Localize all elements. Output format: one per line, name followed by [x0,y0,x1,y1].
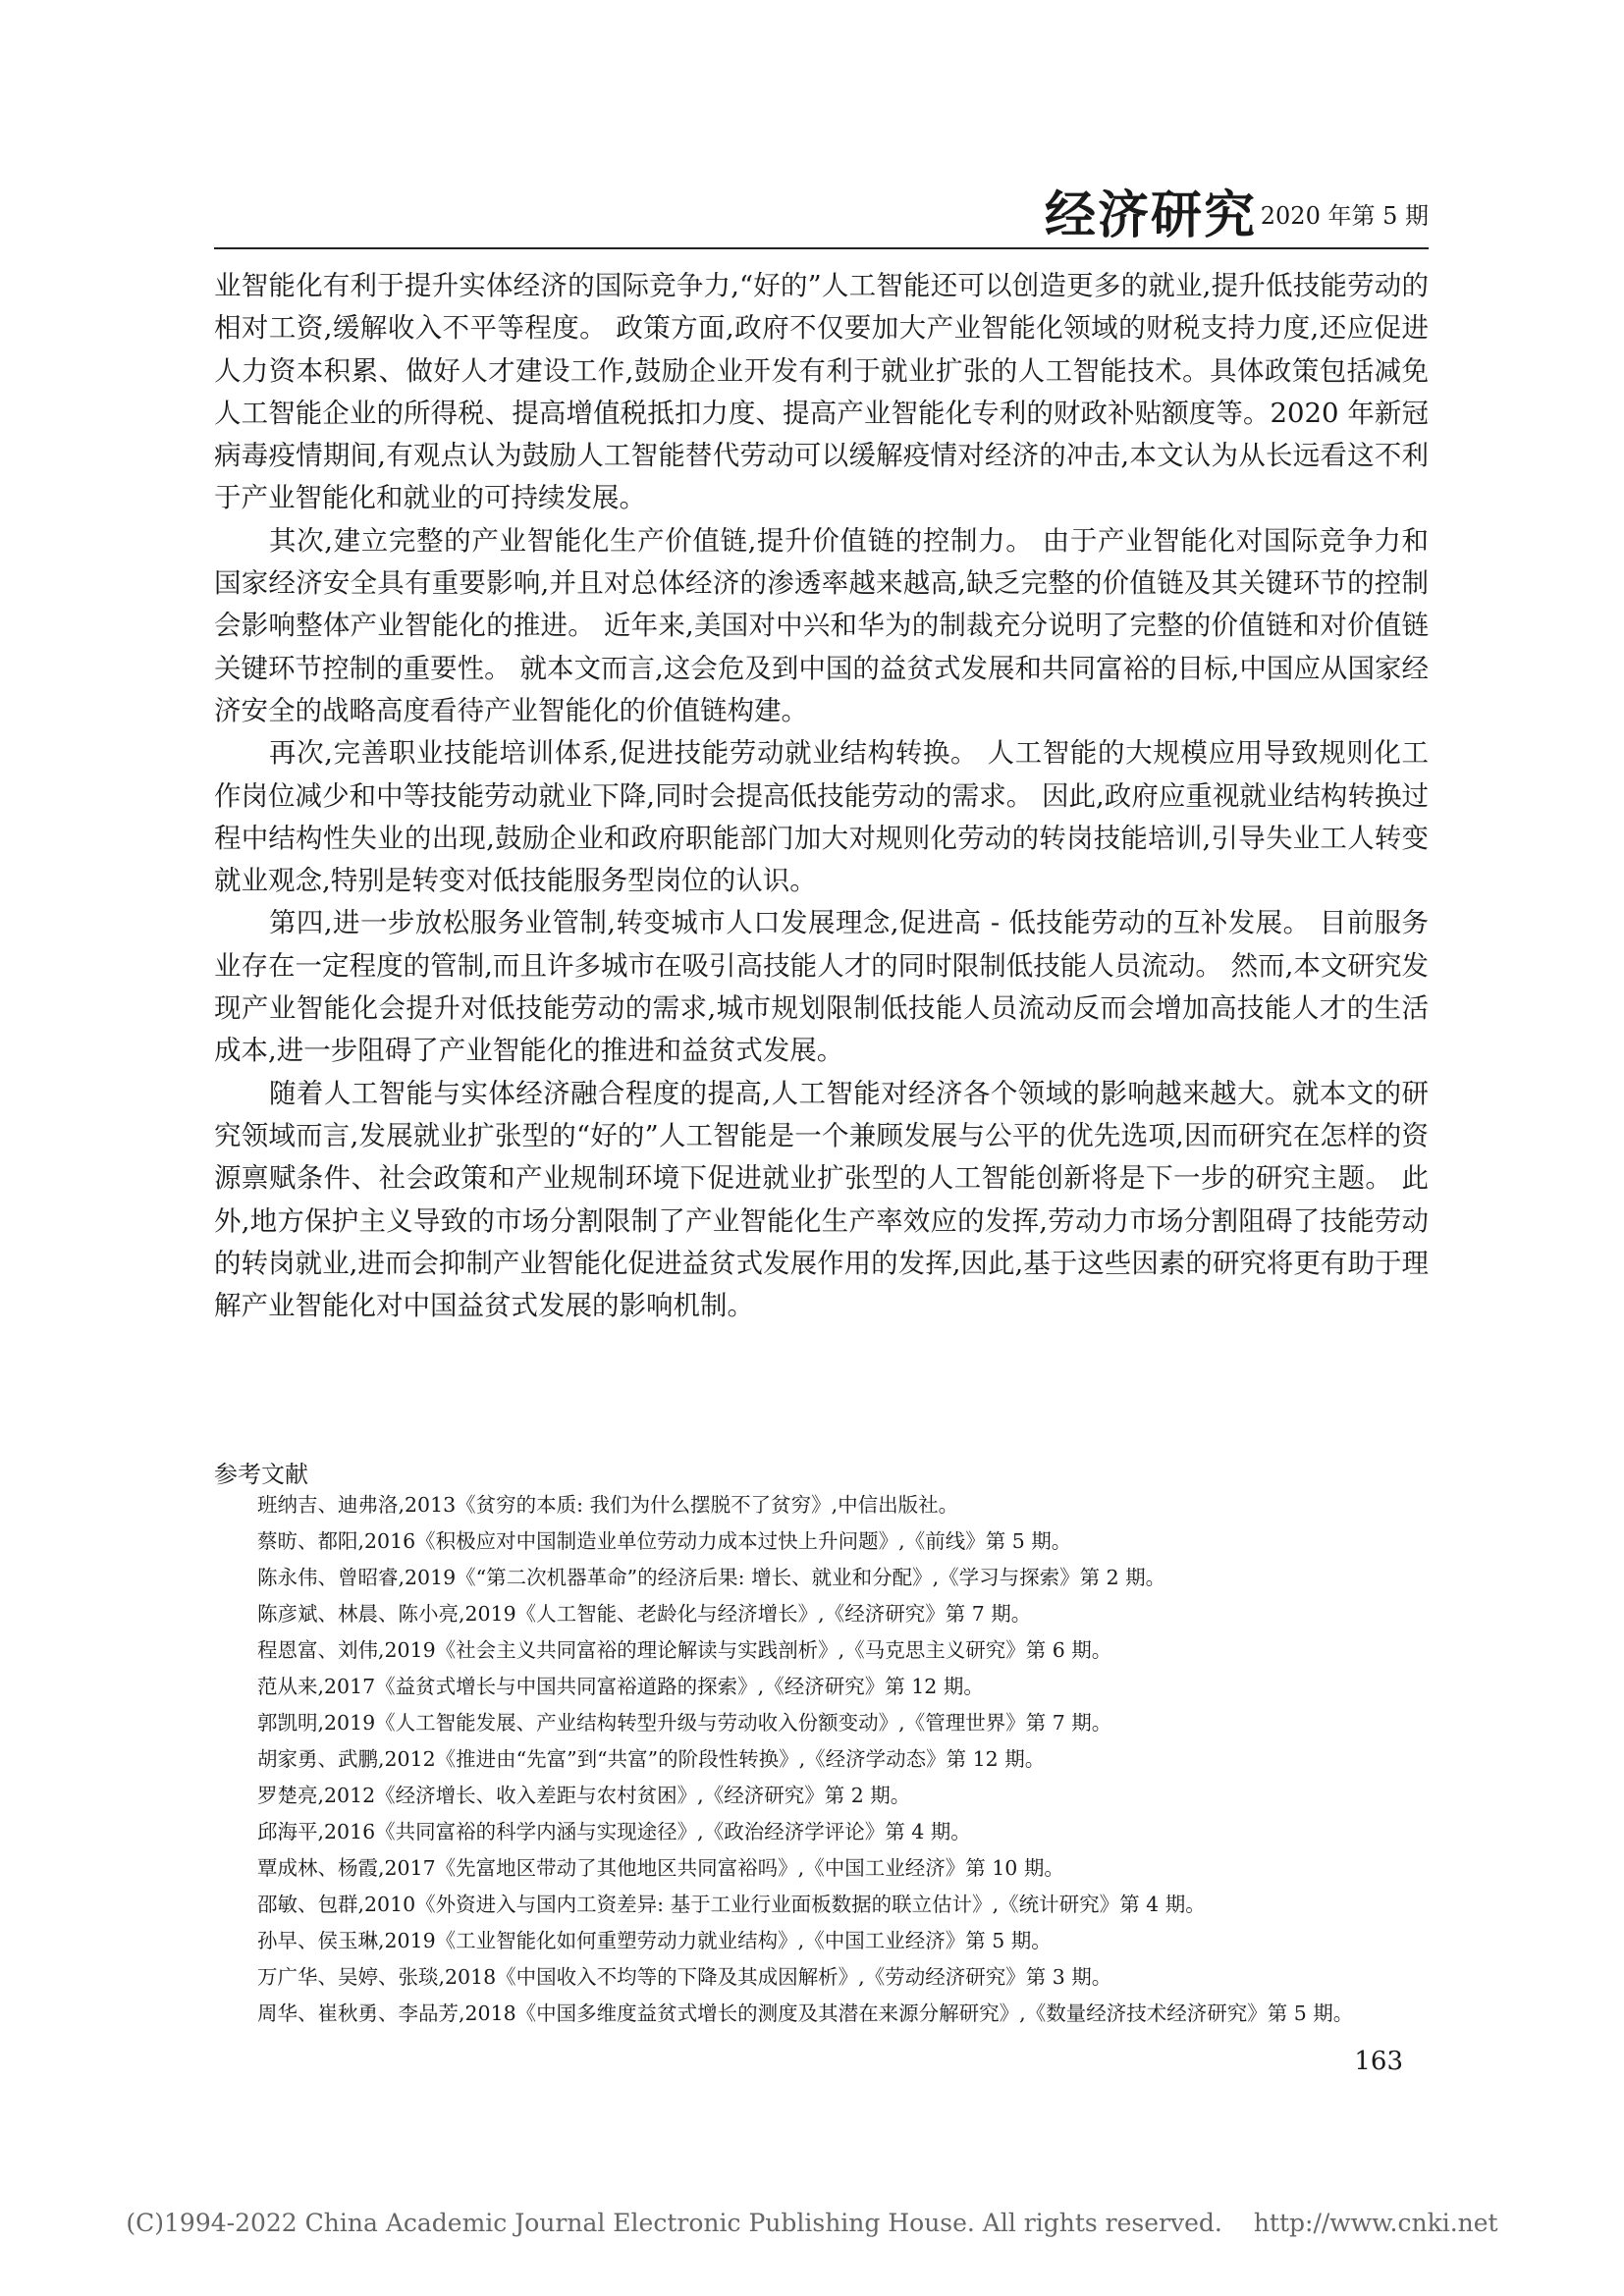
page-header [214,187,1429,245]
reference-item: 罗楚亮,2012《经济增长、收入差距与农村贫困》,《经济研究》第 2 期。 [257,1784,911,1807]
journal-issue: 2020 年第 5 期 [1260,202,1429,230]
reference-item: 孙早、侯玉琳,2019《工业智能化如何重塑劳动力就业结构》,《中国工业经济》第 5 期。 [257,1929,1052,1952]
copyright-footer [0,2204,1624,2243]
page-number: 163 [1354,2047,1403,2076]
reference-item: 覃成林、杨霞,2017《先富地区带动了其他地区共同富裕吗》,《中国工业经济》第 10 期。 [257,1856,1064,1880]
paragraph: 随着人工智能与实体经济融合程度的提高,人工智能对经济各个领域的影响越来越大。就本文的研究领域而言,发展就业扩张型的“好的”人工智能是一个兼顾发展与公平的优先选项,因而研究在怎样的资源禀赋条件、社会政策和产业规制环境下促进就业扩张型的人工智能创新将是下一步的研究主题。 此外,地方保护主义导致的市场分割限制了产业智能化生产率效应的发挥,劳动力市场分割阻碍了技能劳动的转岗就业,进而会抑制产业智能化促进益贫式发展作用的发挥,因此,基于这些因素的研究将更有助于理解产业智能化对中国益贫式发展的影响机制。 [214,1077,1429,1322]
reference-item: 万广华、吴婷、张琰,2018《中国收入不均等的下降及其成因解析》,《劳动经济研究》第 3 期。 [257,1965,1112,1989]
reference-item: 蔡昉、都阳,2016《积极应对中国制造业单位劳动力成本过快上升问题》,《前线》第 5 期。 [257,1529,1072,1553]
references-list [257,1487,1435,2032]
reference-item: 邱海平,2016《共同富裕的科学内涵与实现途径》,《政治经济学评论》第 4 期。 [257,1820,971,1843]
reference-item: 陈彦斌、林晨、陈小亮,2019《人工智能、老龄化与经济增长》,《经济研究》第 7 期。 [257,1602,1032,1626]
copyright-text: (C)1994-2022 China Academic Journal Electronic Publishing House. All rights reserved. [126,2209,1222,2237]
reference-item: 陈永伟、曾昭睿,2019《“第二次机器革命”的经济后果: 增长、就业和分配》,《学习与探索》第 2 期。 [257,1566,1166,1589]
reference-item: 胡家勇、武鹏,2012《推进由“先富”到“共富”的阶段性转换》,《经济学动态》第 12 期。 [257,1747,1046,1771]
paragraph: 业智能化有利于提升实体经济的国际竞争力,“好的”人工智能还可以创造更多的就业,提升低技能劳动的相对工资,缓解收入不平等程度。 政策方面,政府不仅要加大产业智能化领域的财税支持力度,还应促进人力资本积累、做好人才建设工作,鼓励企业开发有利于就业扩张的人工智能技术。具体政策包括减免人工智能企业的所得税、提高增值税抵扣力度、提高产业智能化专利的财政补贴额度等。2020 年新冠病毒疫情期间,有观点认为鼓励人工智能替代劳动可以缓解疫情对经济的冲击,本文认为从长远看这不利于产业智能化和就业的可持续发展。 [214,270,1429,514]
journal-logo: 经济研究 [1044,186,1257,245]
footer-url[interactable]: http://www.cnki.net [1253,2209,1498,2237]
paragraph: 再次,完善职业技能培训体系,促进技能劳动就业结构转换。 人工智能的大规模应用导致规则化工作岗位减少和中等技能劳动就业下降,同时会提高低技能劳动的需求。 因此,政府应重视就业结构转换过程中结构性失业的出现,鼓励企业和政府职能部门加大对规则化劳动的转岗技能培训,引导失业工人转变就业观念,特别是转变对低技能服务型岗位的认识。 [214,737,1429,897]
paragraph: 其次,建立完整的产业智能化生产价值链,提升价值链的控制力。 由于产业智能化对国际竞争力和国家经济安全具有重要影响,并且对总体经济的渗透率越来越高,缺乏完整的价值链及其关键环节的控制会影响整体产业智能化的推进。 近年来,美国对中兴和华为的制裁充分说明了完整的价值链和对价值链关键环节控制的重要性。 就本文而言,这会危及到中国的益贫式发展和共同富裕的目标,中国应从国家经济安全的战略高度看待产业智能化的价值链构建。 [214,524,1429,726]
reference-item: 周华、崔秋勇、李品芳,2018《中国多维度益贫式增长的测度及其潜在来源分解研究》,《数量经济技术经济研究》第 5 期。 [257,2002,1354,2025]
reference-item: 邵敏、包群,2010《外资进入与国内工资差异: 基于工业行业面板数据的联立估计》,《统计研究》第 4 期。 [257,1893,1206,1916]
reference-item: 郭凯明,2019《人工智能发展、产业结构转型升级与劳动收入份额变动》,《管理世界》第 7 期。 [257,1711,1112,1735]
reference-item: 程恩富、刘伟,2019《社会主义共同富裕的理论解读与实践剖析》,《马克思主义研究》第 6 期。 [257,1638,1112,1662]
reference-item: 范从来,2017《益贫式增长与中国共同富裕道路的探索》,《经济研究》第 12 期。 [257,1675,984,1698]
references-title: 参考文献 [214,1461,308,1488]
body-text [214,265,1429,1327]
reference-item: 班纳吉、迪弗洛,2013《贫穷的本质: 我们为什么摆脱不了贫穷》,中信出版社。 [257,1493,959,1517]
paragraph: 第四,进一步放松服务业管制,转变城市人口发展理念,促进高 - 低技能劳动的互补发展。 目前服务业存在一定程度的管制,而且许多城市在吸引高技能人才的同时限制低技能人员流动。 然而,本文研究发现产业智能化会提升对低技能劳动的需求,城市规划限制低技能人员流动反而会增加高技能人才的生活成本,进一步阻碍了产业智能化的推进和益贫式发展。 [214,907,1429,1067]
header-rule [214,247,1429,249]
